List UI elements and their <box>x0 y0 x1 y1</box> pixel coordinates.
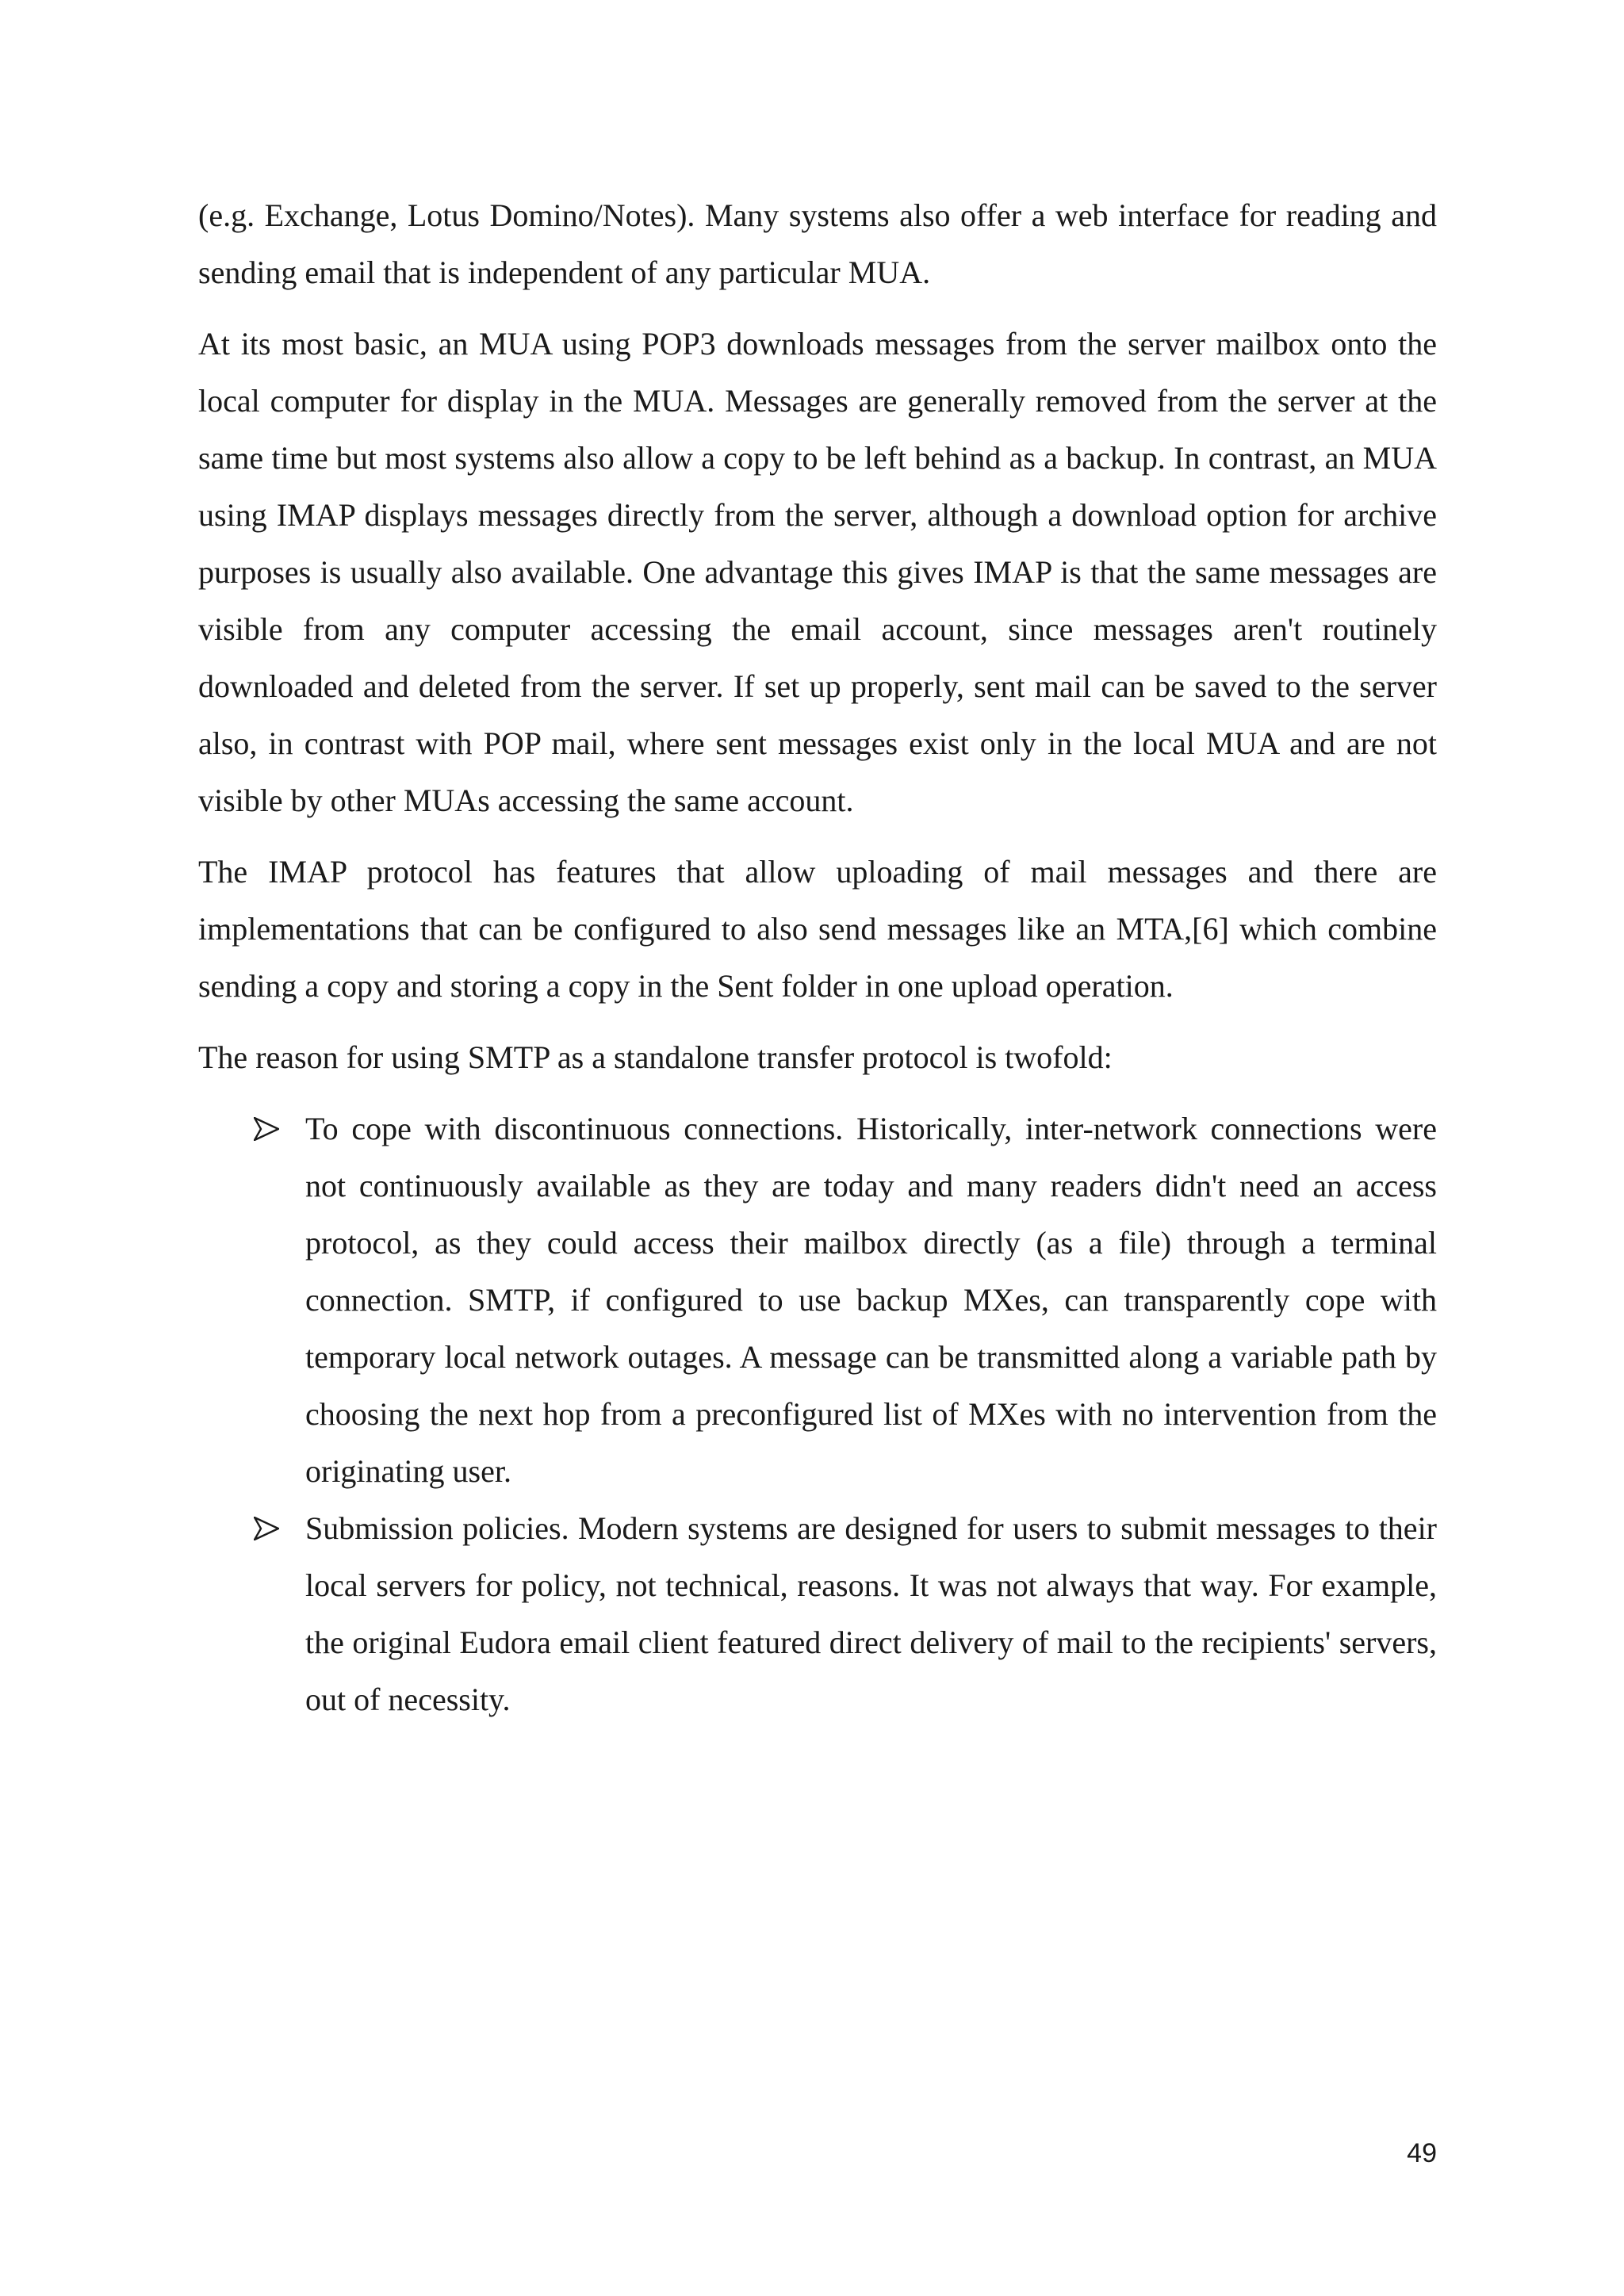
bullet-text: Submission policies. Modern systems are designed for users to submit messages to their local servers for policy, not technical, reasons. It was not always that way. For example, the original Eudora email client featured direct delivery of mail to the recipients' servers, out of necessity. <box>305 1510 1437 1717</box>
paragraph-continuation: (e.g. Exchange, Lotus Domino/Notes). Many systems also offer a web interface for reading and sending email that is independent of any particular MUA. <box>198 197 1437 290</box>
arrowhead-bullet-icon <box>254 1100 285 1158</box>
bullet-list <box>198 1100 1437 1728</box>
page-body <box>198 187 1437 1728</box>
paragraph-imap-upload: The IMAP protocol has features that allow uploading of mail messages and there are implementations that can be configured to also send messages like an MTA,[6] which combine sending a copy and storing a copy in the Sent folder in one upload operation. <box>198 854 1437 1004</box>
bullet-text: To cope with discontinuous connections. Historically, inter-network connections were not continuously available as they are today and many readers didn't need an access protocol, as they could access their mailbox directly (as a file) through a terminal connection. SMTP, if configured to use backup MXes, can transparently cope with temporary local network outages. A message can be transmitted along a variable path by choosing the next hop from a preconfigured list of MXes with no intervention from the originating user. <box>305 1111 1437 1489</box>
bullet-item-discontinuous <box>198 1100 1437 1500</box>
paragraph-pop3-imap: At its most basic, an MUA using POP3 downloads messages from the server mailbox onto the local computer for display in the MUA. Messages are generally removed from the server at the same time but most systems also allow a copy to be left behind as a backup. In contrast, an MUA using IMAP displays messages directly from the server, although a download option for archive purposes is usually also available. One advantage this gives IMAP is that the same messages are visible from any computer accessing the email account, since messages aren't routinely downloaded and deleted from the server. If set up properly, sent mail can be saved to the server also, in contrast with POP mail, where sent messages exist only in the local MUA and are not visible by other MUAs accessing the same account. <box>198 326 1437 818</box>
arrowhead-bullet-icon <box>254 1500 285 1557</box>
page-number: 49 <box>1407 2138 1437 2168</box>
paragraph-smtp-reason: The reason for using SMTP as a standalone transfer protocol is twofold: <box>198 1039 1113 1075</box>
bullet-item-submission <box>198 1500 1437 1728</box>
